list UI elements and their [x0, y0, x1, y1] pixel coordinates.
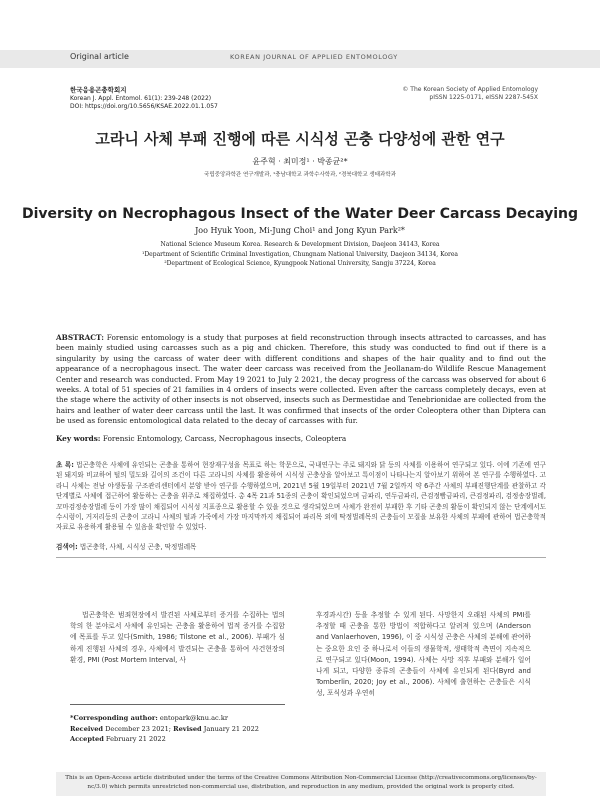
korean-abstract-text: 법곤충학은 사체에 유인되는 곤충을 통하여 현장재구성을 목표로 하는 학문으로, 국내연구는 주로 돼지와 닭 등의 사체를 이용하여 연구되고 있다. 이에 기존에 연구된 돼지와 비교하여 털의 밀도와 길이의 조건이 다른 고라니의 사체를 활용하여 시식성 곤충상을 알아보고 특이점이 나타나는지 알아보기 위하여 본 연구를 수행하였다. 고라니 사체는 전남 야생동물 구조관리센터에서 분양 받아 연구를 수행하였으며, 2021년 5월 19일부터 2021년 7월 2일까지 약 6주간 사체의 부패진행단계를 관찰하고 각 단계별로 사체에 접근하여 활동하는 곤충을 위주로 채집하였다. 총 4목 21과 51종의 곤충이 확인되었으며 금파리, 연두금파리, 큰검정빰금파리, 큰검정파리, 검정송장벌레, 꼬마검정송장벌레 등이 가장 많이 채집되어 시식성 지표종으로 활용할 수 있을 것으로 생각되었으며 사체가 완전히 부패한 후 기타 곤충의 활동이 확인되지 않는 단계에서도 수시렁이, 거저리등의 곤충이 고라니 사체의 털과 가죽에서 가장 마지막까지 채집되어 파리목 외에 딱정벌레목의 곤충들이 모질을 보유한 사체의 부패에 관하여 법곤충학적 자료로 유용하게 활용될 수 있음을 확인할 수 있었다. — [56, 461, 546, 532]
journal-korean-name: 한국응용곤충학회지 — [70, 86, 127, 94]
corresponding-label: *Corresponding author: — [70, 714, 158, 722]
corresponding-email[interactable]: entopark@knu.ac.kr — [157, 714, 228, 722]
section-divider — [56, 557, 546, 558]
english-affiliations — [0, 240, 600, 269]
citation-block — [70, 86, 218, 111]
body-column-right — [316, 610, 531, 700]
revised-date: January 21 2022 — [201, 724, 259, 733]
article-type-label: Original article — [70, 52, 129, 61]
keywords-text: Forensic Entomology, Carcass, Necrophagous insects, Coleoptera — [100, 434, 347, 443]
english-abstract — [56, 333, 546, 427]
journal-name: KOREAN JOURNAL OF APPLIED ENTOMOLOGY — [230, 53, 398, 61]
affiliation-line: National Science Museum Korea. Research & Development Division, Daejeon 34143, Korea — [160, 241, 440, 248]
doi-link[interactable]: DOI: https://doi.org/10.5656/KSAE.2022.01.1.057 — [70, 103, 218, 110]
body-column-left — [70, 610, 285, 666]
received-date: December 23 2021; — [103, 724, 174, 733]
revised-label: Revised — [173, 724, 202, 733]
copyright-block — [402, 86, 538, 102]
english-keywords — [56, 434, 546, 443]
abstract-text: Forensic entomology is a study that purposes at field reconstruction through insects attracted to carcasses, and has been mainly studied using carcasses such as a pig and chicken. Therefore, this study was conducted to find out if there is a singularity by using the carcass of water deer with different conditions and shapes of the hair quality and to find out the appearance of a necrophagous insect. The water deer carcass was received from the Jeollanam-do Wildlife Rescue Management Center and research was conducted. From May 19 2021 to July 2 2021, the decay progress of the carcass was observed for about 6 weeks. A total of 51 species of 21 families in 4 orders of insects were collected. Even after the carcass completely decays, even at the stage where the activity of other insects is not observed, insects such as Dermestidae and Tenebrionidae are collected from the hairs and leather of water deer carcass until the last. It was confirmed that insects of the order Coleoptera other than Diptera can be used as forensic entomological data related to the decay of carcasses with fur. — [56, 333, 546, 426]
korean-keywords-text: 법곤충학, 사체, 시식성 곤충, 딱정벌레목 — [77, 543, 197, 551]
affiliation-line: ²Department of Ecological Science, Kyungpook National University, Sangju 37224, Korea — [164, 260, 436, 267]
english-title: Diversity on Necrophagous Insect of the Water Deer Carcass Decaying — [22, 206, 578, 222]
accepted-date: February 21 2022 — [103, 735, 166, 744]
affiliation-line: ¹Department of Scientific Criminal Investigation, Chungnam National University, Daejeon 34134, Korea — [141, 250, 459, 258]
license-footer: This is an Open-Access article distributed under the terms of the Creative Commons Attribution Non-Commercial License (http://creativecommons.org/licenses/by-nc/3.0) which permits unrestricted non-commercial use, distribution, and reproduction in any medium, provided the original work is properly cited. — [56, 772, 546, 796]
korean-keywords-label: 검색어: — [56, 543, 78, 551]
korean-keywords — [56, 541, 546, 551]
body-paragraph: 법곤충학은 범죄현장에서 발견된 사체로부터 증거를 수집하는 법의학의 한 분야로서 사체에 유인되는 곤충을 활용하여 법적 증거를 수집함에 목표를 두고 있다(Smith, 1986; Tilstone et al., 2006). 부패가 심하게 진행된 사체의 경우, 사체에서 발견되는 곤충을 통하여 사건현장의 환경, PMI (Post Mortem Interval, 사 — [70, 611, 285, 664]
citation-text: Korean J. Appl. Entomol. 61(1): 239-248 (2022) — [70, 95, 212, 102]
issn-text: pISSN 1225-0171, eISSN 2287-545X — [429, 94, 538, 101]
body-paragraph: 후경과시간) 등을 추정할 수 있게 된다. 사망한지 오래된 사체의 PMI를 추정할 때 곤충을 통한 방법이 적합하다고 알려져 있으며 (Anderson and Vanlaerhoven, 1996), 이 중 시식성 곤충은 사체의 분해에 관여하는 중요한 요인 중 하나로서 이들의 생물학적, 생태학적 측면이 지속적으로 연구되고 있다(Moon, 1994). 사체는 사망 직후 부패와 분해가 일어나게 되고, 다양한 종류의 곤충들이 사체에 유인되게 된다(Byrd and Tomberlin, 2020; Joy et al., 2006). 사체에 출현하는 곤충들은 시식성, 포식성과 우연히 — [316, 611, 531, 698]
korean-affiliations: 국립중앙과학관 연구개발과, ¹충남대학교 과학수사학과, ²경북대학교 생태과학과 — [204, 172, 396, 178]
korean-title: 고라니 사체 부패 진행에 따른 시식성 곤충 다양성에 관한 연구 — [95, 130, 505, 148]
received-label: Received — [70, 724, 104, 733]
copyright-icon: © — [402, 86, 409, 93]
abstract-label: ABSTRACT: — [56, 333, 104, 342]
correspondence-block — [70, 704, 285, 745]
korean-abstract — [56, 460, 546, 533]
accepted-label: Accepted — [70, 735, 104, 744]
copyright-text: The Korean Society of Applied Entomology — [410, 86, 538, 93]
korean-authors: 윤주혁 · 최미정¹ · 박종균²* — [252, 157, 348, 166]
keywords-label: Key words: — [56, 434, 101, 443]
english-authors: Joo Hyuk Yoon, Mi-Jung Choi¹ and Jong Kyun Park²* — [195, 226, 405, 235]
korean-abstract-label: 초 록: — [56, 461, 74, 469]
